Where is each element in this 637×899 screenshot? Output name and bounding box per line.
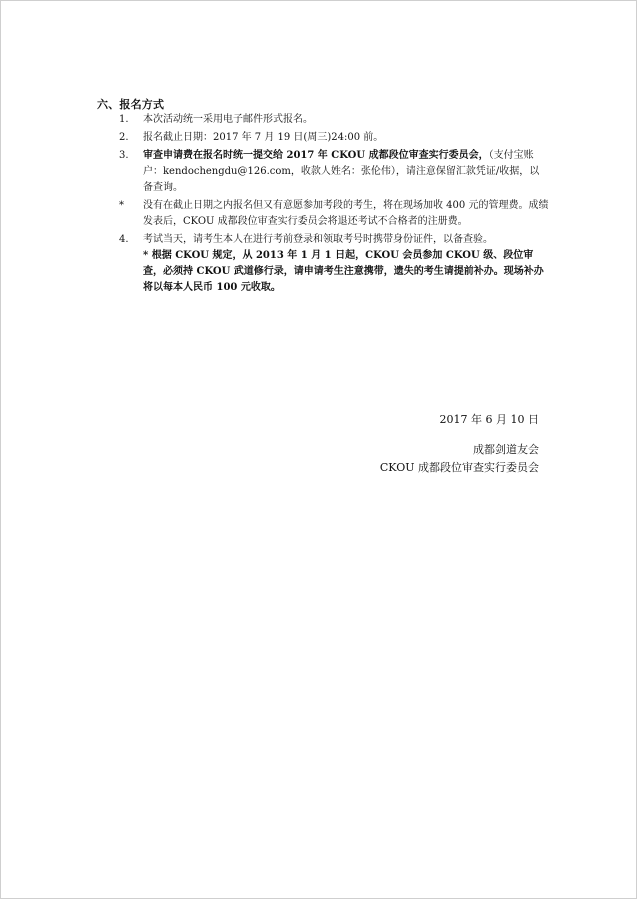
signature-block xyxy=(239,411,539,477)
item-number: 1. xyxy=(119,114,129,125)
item-number: 4. xyxy=(119,234,129,245)
signature-org: 成都剑道友会 xyxy=(473,443,539,456)
section-title: 六、报名方式 xyxy=(97,98,165,111)
item-text: 考试当天，请考生本人在进行考前登录和领取考号时携带身份证件，以备查验。 xyxy=(143,234,493,245)
item-number: 3. xyxy=(119,150,129,161)
signature-date: 2017 年 6 月 10 日 xyxy=(439,413,539,426)
list-item xyxy=(119,130,549,146)
registration-list xyxy=(119,112,549,298)
item-text-bold: 审查申请费在报名时统一提交给 2017 年 CKOU 成都段位审查实行委员会， xyxy=(143,150,489,161)
item-number: 2. xyxy=(119,132,129,143)
item-text: 报名截止日期：2017 年 7 月 19 日(周三)24:00 前。 xyxy=(143,132,384,143)
item-text: 没有在截止日期之内报名但又有意愿参加考段的考生，将在现场加收 400 元的管理费。成绩发表后，CKOU 成都段位审查实行委员会将退还考试不合格者的注册费。 xyxy=(143,200,549,227)
list-item xyxy=(119,232,549,296)
item-text-regular: （支付宝账户：kendochengdu@126.com，收款人姓名：张伦伟），请注意保留汇款凭证/收据，以备查询。 xyxy=(143,150,540,193)
item-text-wrap xyxy=(143,232,549,296)
list-item xyxy=(119,112,549,128)
item-note: * 根据 CKOU 规定，从 2013 年 1 月 1 日起，CKOU 会员参加 CKOU 级、段位审查，必须持 CKOU 武道修行录，请申请考生注意携带，遗失的考生请提前补办。现场补办将以每本人民币 100 元收取。 xyxy=(143,250,544,293)
signature-committee: CKOU 成都段位审查实行委员会 xyxy=(379,461,539,474)
item-text xyxy=(143,148,549,196)
list-item xyxy=(119,148,549,196)
list-item xyxy=(119,198,549,230)
item-text: 本次活动统一采用电子邮件形式报名。 xyxy=(143,114,313,125)
item-bullet: * xyxy=(119,200,124,211)
